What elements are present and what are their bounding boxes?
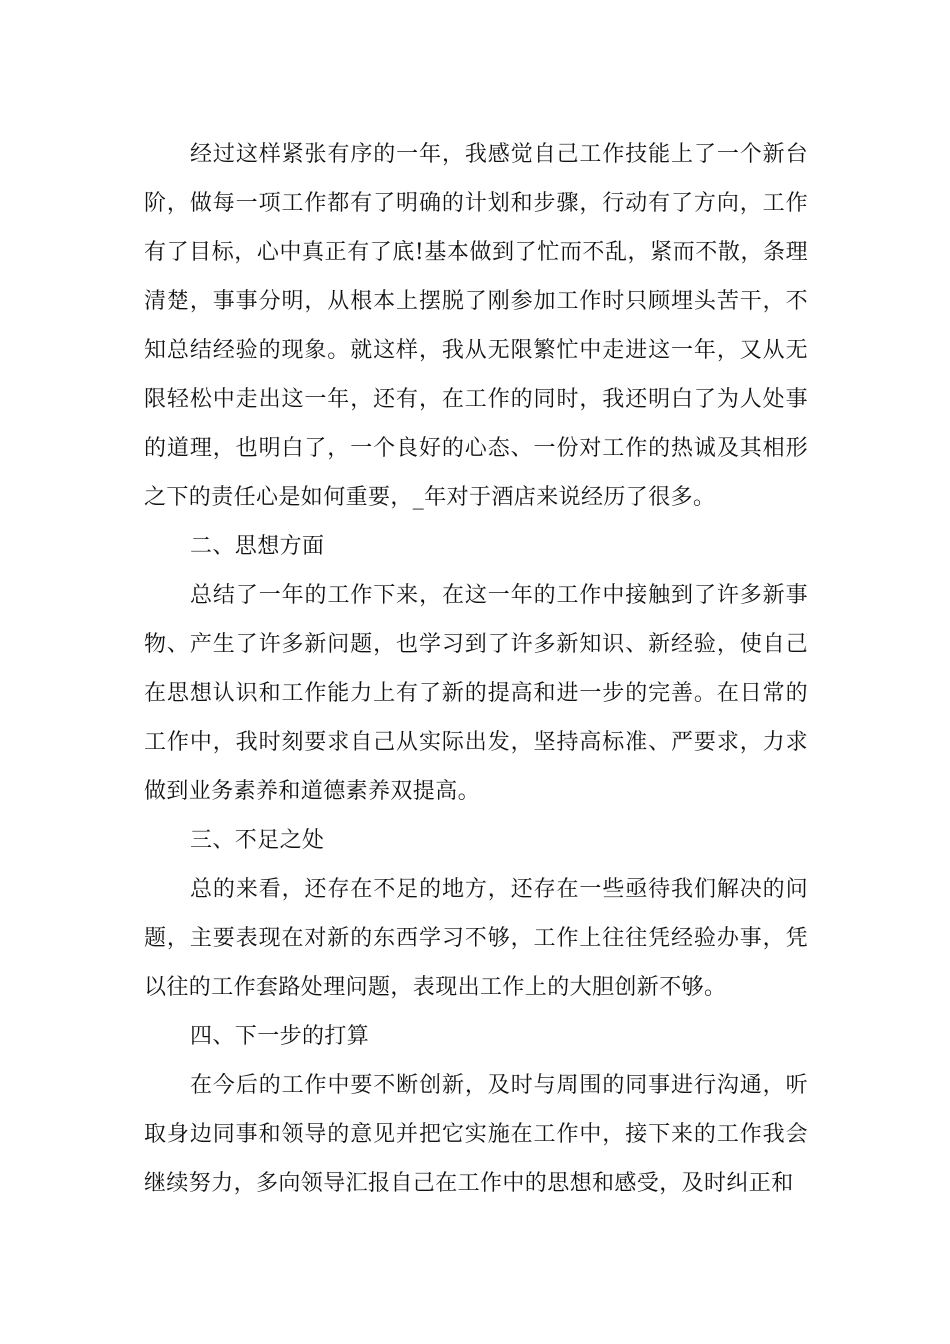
heading-shortcomings: 三、不足之处 <box>190 828 325 853</box>
heading-next-steps: 四、下一步的打算 <box>190 1024 370 1049</box>
heading-thoughts: 二、思想方面 <box>190 534 325 559</box>
paragraph-thoughts: 总结了一年的工作下来，在这一年的工作中接触到了许多新事物、产生了许多新问题，也学习到了许多新知识、新经验，使自己在思想认识和工作能力上有了新的提高和进一步的完善。在日常的工作中，我时刻要求自己从实际出发，坚持高标准、严要求，力求做到业务素养和道德素养双提高。 <box>144 583 808 804</box>
paragraph-shortcomings: 总的来看，还存在不足的地方，还存在一些亟待我们解决的问题，主要表现在对新的东西学习不够，工作上往往凭经验办事，凭以往的工作套路处理问题，表现出工作上的大胆创新不够。 <box>144 877 808 1000</box>
paragraph-summary: 经过这样紧张有序的一年，我感觉自己工作技能上了一个新台阶，做每一项工作都有了明确的计划和步骤，行动有了方向，工作有了目标，心中真正有了底!基本做到了忙而不乱，紧而不散，条理清楚，事事分明，从根本上摆脱了刚参加工作时只顾埋头苦干，不知总结经验的现象。就这样，我从无限繁忙中走进这一年，又从无限轻松中走出这一年，还有，在工作的同时，我还明白了为人处事的道理，也明白了，一个良好的心态、一份对工作的热诚及其相形之下的责任心是如何重要，_年对于酒店来说经历了很多。 <box>144 142 808 510</box>
document-body <box>144 130 808 1208</box>
paragraph-next-steps: 在今后的工作中要不断创新，及时与周围的同事进行沟通，听取身边同事和领导的意见并把它实施在工作中，接下来的工作我会继续努力，多向领导汇报自己在工作中的思想和感受，及时纠正和 <box>144 1073 808 1196</box>
